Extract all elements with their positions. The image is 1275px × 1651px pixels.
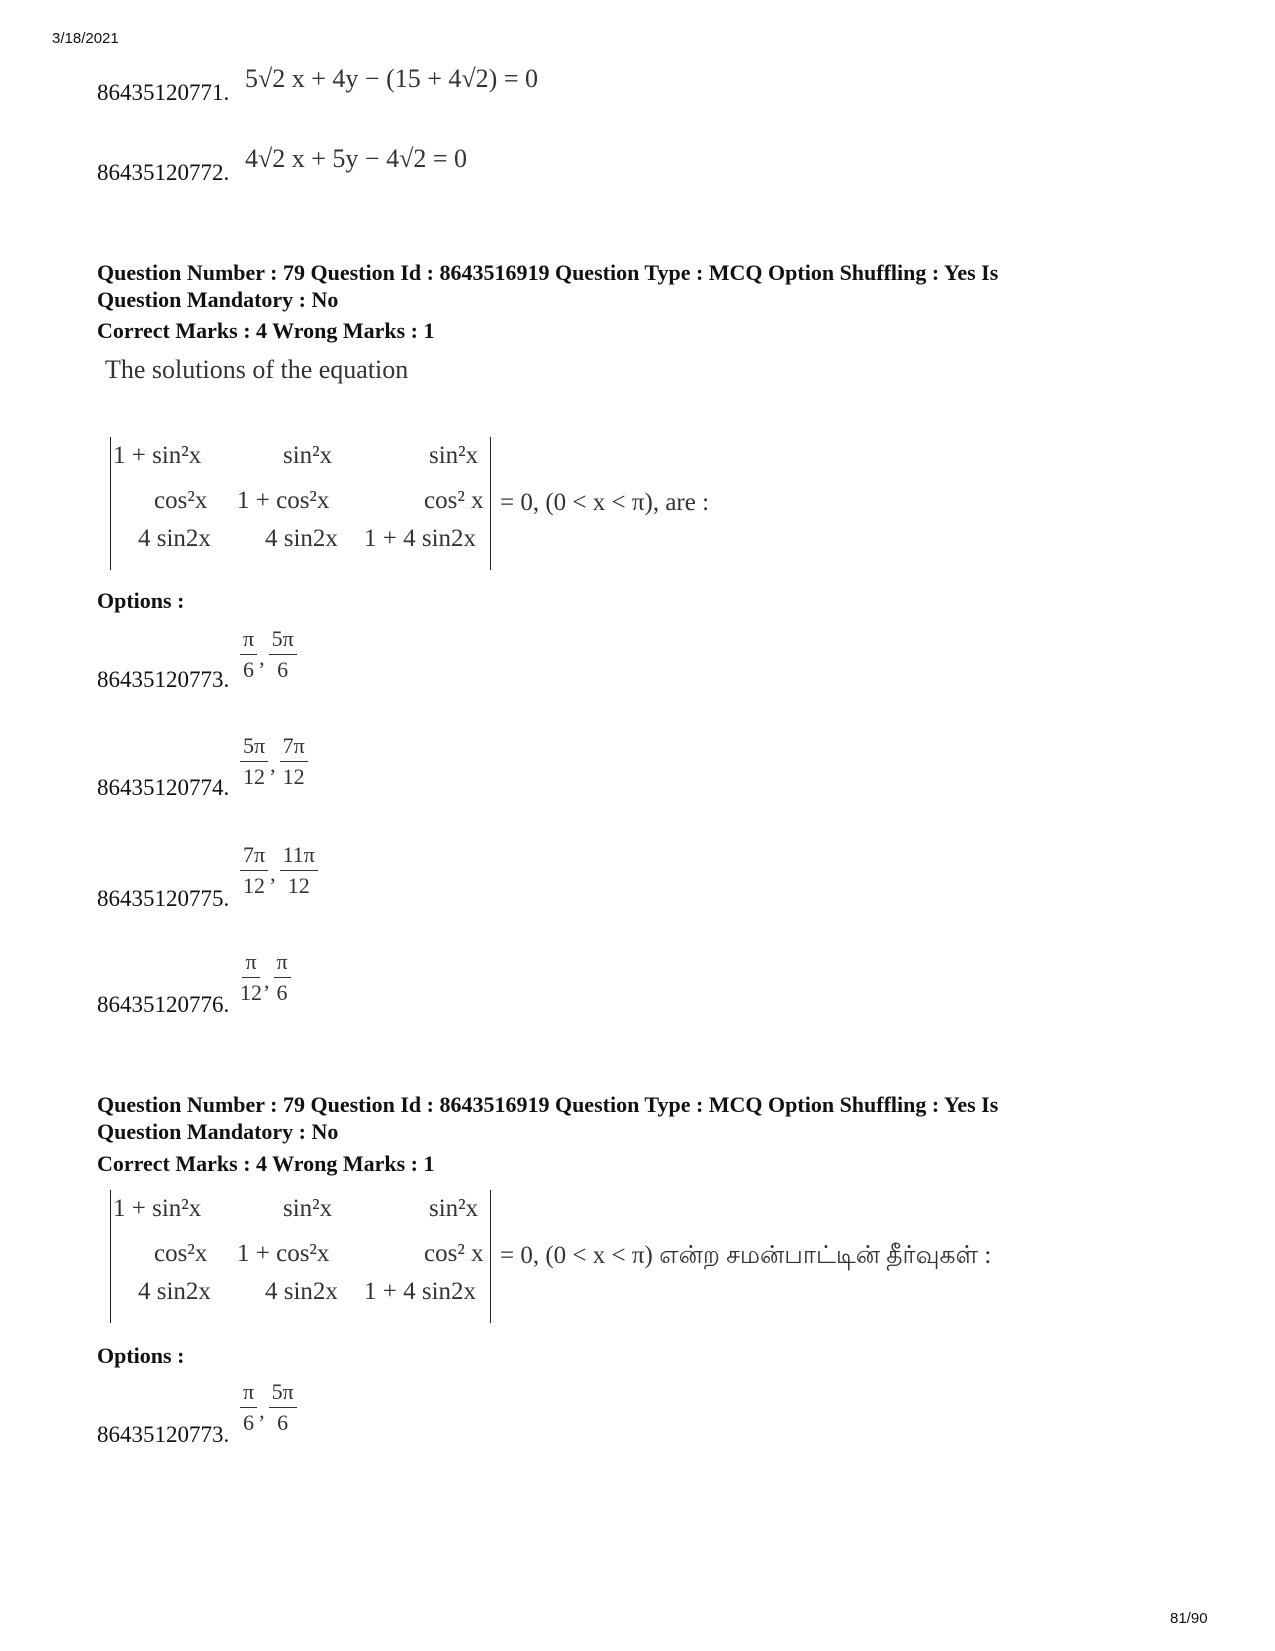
page-number: 81/90 bbox=[1170, 1610, 1208, 1627]
matrix-cell: cos²x bbox=[154, 487, 208, 514]
question-header-line: Question Number : 79 Question Id : 8643516919 Question Type : MCQ Option Shuffling : Yes Is bbox=[97, 1092, 999, 1117]
fraction: $\frac{11\pi}{12}$ bbox=[280, 840, 318, 901]
option-id: 86435120771. bbox=[97, 80, 230, 105]
fraction: $\frac{5\pi}{6}$ bbox=[269, 624, 297, 685]
matrix-cell: cos² x bbox=[424, 1240, 484, 1267]
fraction: $\frac{5\pi}{6}$ bbox=[269, 1377, 297, 1438]
fraction: $\frac{\pi}{6}$ bbox=[274, 947, 291, 1008]
question-marks: Correct Marks : 4 Wrong Marks : 1 bbox=[97, 318, 435, 343]
options-label: Options : bbox=[97, 588, 185, 613]
option-id: 86435120772. bbox=[97, 160, 230, 185]
option-id: 86435120773. bbox=[97, 667, 230, 692]
option-id: 86435120775. bbox=[97, 886, 230, 911]
option-expression: 4√2 x + 5y − 4√2 = 0 bbox=[245, 144, 468, 173]
fraction: $\frac{7\pi}{12}$ bbox=[240, 840, 268, 901]
matrix-cell: 1 + 4 sin2x bbox=[364, 525, 477, 552]
question-header bbox=[97, 259, 998, 313]
question-header-line: Question Number : 79 Question Id : 8643516919 Question Type : MCQ Option Shuffling : Yes Is bbox=[97, 260, 999, 285]
option-expression: 5√2 x + 4y − (15 + 4√2) = 0 bbox=[245, 64, 539, 93]
matrix-cell: sin²x bbox=[429, 442, 479, 469]
option-answer: $\frac{7\pi}{12}$ , $\frac{11\pi}{12}$ bbox=[240, 840, 318, 901]
fraction: $\frac{\pi}{6}$ bbox=[240, 624, 257, 685]
print-date: 3/18/2021 bbox=[52, 30, 119, 47]
matrix-cell: 1 + cos²x bbox=[237, 1240, 330, 1267]
option-answer: $\frac{\pi}{6}$ , $\frac{5\pi}{6}$ bbox=[240, 624, 297, 685]
matrix-cell: 4 sin2x bbox=[138, 1278, 211, 1305]
matrix-cell: 4 sin2x bbox=[265, 525, 338, 552]
matrix-cell: 1 + sin²x bbox=[113, 442, 202, 469]
question-intro: The solutions of the equation bbox=[105, 355, 409, 384]
fraction: $\frac{\pi}{12}$ bbox=[240, 949, 262, 1005]
question-header bbox=[97, 1091, 998, 1145]
equation-condition: = 0, (0 < x < π), are : bbox=[500, 489, 710, 516]
option-answer: $\frac{\pi}{12}$ , $\frac{\pi}{6}$ bbox=[240, 947, 291, 1008]
option-id: 86435120773. bbox=[97, 1422, 230, 1447]
option-id: 86435120776. bbox=[97, 992, 230, 1017]
option-id: 86435120774. bbox=[97, 775, 230, 800]
fraction: $\frac{\pi}{6}$ bbox=[240, 1377, 257, 1438]
question-header-line: Question Mandatory : No bbox=[97, 1119, 339, 1144]
matrix-cell: 1 + sin²x bbox=[113, 1195, 202, 1222]
matrix-cell: 1 + cos²x bbox=[237, 487, 330, 514]
question-marks: Correct Marks : 4 Wrong Marks : 1 bbox=[97, 1151, 435, 1176]
matrix-cell: cos²x bbox=[154, 1240, 208, 1267]
matrix-cell: 1 + 4 sin2x bbox=[364, 1278, 477, 1305]
determinant bbox=[110, 437, 491, 570]
determinant bbox=[110, 1190, 491, 1323]
matrix-cell: sin²x bbox=[283, 1195, 333, 1222]
matrix-cell: 4 sin2x bbox=[265, 1278, 338, 1305]
fraction: $\frac{5\pi}{12}$ bbox=[240, 731, 268, 792]
option-answer: $\frac{5\pi}{12}$ , $\frac{7\pi}{12}$ bbox=[240, 731, 308, 792]
options-label: Options : bbox=[97, 1343, 185, 1368]
matrix-cell: sin²x bbox=[429, 1195, 479, 1222]
equation-condition: = 0, (0 < x < π) என்ற சமன்பாட்டின் தீர்வுகள் : bbox=[500, 1242, 992, 1269]
option-answer: $\frac{\pi}{6}$ , $\frac{5\pi}{6}$ bbox=[240, 1377, 297, 1438]
matrix-cell: 4 sin2x bbox=[138, 525, 211, 552]
matrix-cell: cos² x bbox=[424, 487, 484, 514]
question-header-line: Question Mandatory : No bbox=[97, 287, 339, 312]
matrix-cell: sin²x bbox=[283, 442, 333, 469]
fraction: $\frac{7\pi}{12}$ bbox=[280, 731, 308, 792]
